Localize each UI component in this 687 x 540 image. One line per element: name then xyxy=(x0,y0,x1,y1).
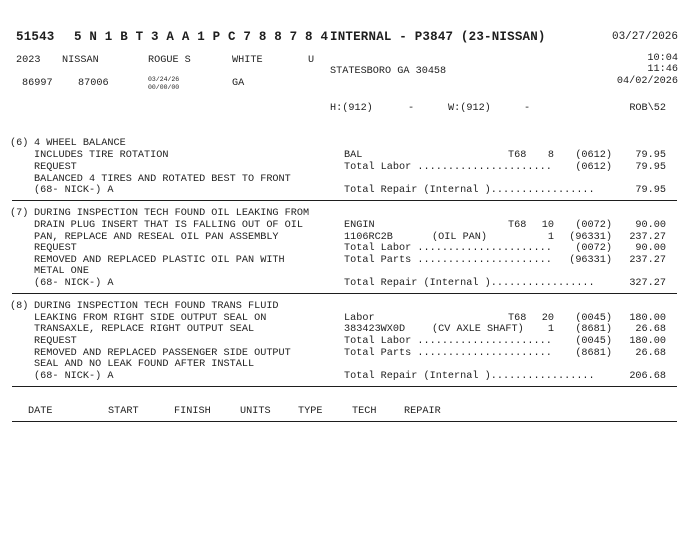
date-close: 04/02/2026 xyxy=(616,76,678,87)
total-labor-amount: 90.00 xyxy=(635,243,666,254)
total-labor-amount: 79.95 xyxy=(635,162,666,173)
job-description-line: (68- NICK-) A xyxy=(34,185,114,196)
total-repair-amount: 79.95 xyxy=(635,185,666,196)
line-tech: T68 xyxy=(508,150,527,161)
service-advisor: ROB\52 xyxy=(629,103,666,114)
date-open: 03/27/2026 xyxy=(611,31,678,43)
delivered-date: 00/00/00 xyxy=(148,84,180,91)
line-qty: 10 xyxy=(541,220,554,231)
total-parts-label: Total Parts ...................... xyxy=(344,348,552,359)
customer-state: GA xyxy=(232,78,245,89)
total-repair-label: Total Repair (Internal )................. xyxy=(344,278,595,289)
job-description-line: REQUEST xyxy=(34,162,77,173)
column-finish: FINISH xyxy=(174,406,211,417)
total-labor-label: Total Labor ...................... xyxy=(344,243,552,254)
divider xyxy=(12,293,677,294)
job-description-line: PAN, REPLACE AND RESEAL OIL PAN ASSEMBLY xyxy=(34,232,279,243)
line-code: (0045) xyxy=(575,336,612,347)
line-qty: 1 xyxy=(547,324,554,335)
promised-date: 03/24/26 xyxy=(148,76,180,83)
mileage-in: 86997 xyxy=(22,78,53,89)
total-labor-label: Total Labor ...................... xyxy=(344,162,552,173)
line-amount: 90.00 xyxy=(635,220,666,231)
line-name: ENGIN xyxy=(344,220,375,231)
part-description: (OIL PAN) xyxy=(432,232,488,243)
job-description-line: BALANCED 4 TIRES AND ROTATED BEST TO FRONT xyxy=(34,174,291,185)
divider xyxy=(12,200,677,201)
line-code: (8681) xyxy=(575,324,612,335)
line-qty: 1 xyxy=(547,232,554,243)
time-out: 11:46 xyxy=(647,64,678,75)
job-description-line: LEAKING FROM RIGHT SIDE OUTPUT SEAL ON xyxy=(34,313,267,324)
job-number: (6) xyxy=(10,138,29,149)
pay-type: INTERNAL - P3847 (23-NISSAN) xyxy=(330,30,546,44)
ro-number: 51543 xyxy=(16,30,55,44)
job-description-line: REMOVED AND REPLACED PASSENGER SIDE OUTPUT xyxy=(34,348,291,359)
total-labor-amount: 180.00 xyxy=(629,336,666,347)
column-type: TYPE xyxy=(298,406,323,417)
part-description: (CV AXLE SHAFT) xyxy=(432,324,524,335)
total-repair-amount: 206.68 xyxy=(629,371,666,382)
vehicle-year: 2023 xyxy=(16,55,41,66)
divider xyxy=(12,386,677,387)
vehicle-color: WHITE xyxy=(232,55,263,66)
total-labor-label: Total Labor ...................... xyxy=(344,336,552,347)
line-code: (0612) xyxy=(575,162,612,173)
vehicle-make: NISSAN xyxy=(62,55,99,66)
home-phone-dash: - xyxy=(408,103,415,114)
job-description-line: REMOVED AND REPLACED PLASTIC OIL PAN WITH xyxy=(34,255,285,266)
job-description-line: (68- NICK-) A xyxy=(34,278,114,289)
line-code: (0612) xyxy=(575,150,612,161)
line-code: (8681) xyxy=(575,348,612,359)
job-description-line: SEAL AND NO LEAK FOUND AFTER INSTALL xyxy=(34,359,255,370)
line-tech: T68 xyxy=(508,313,527,324)
line-code: (96331) xyxy=(569,232,612,243)
home-phone: H:(912) xyxy=(330,103,373,114)
job-description-line: INCLUDES TIRE ROTATION xyxy=(34,150,169,161)
vehicle-flag: U xyxy=(308,55,315,66)
job-description-line: 4 WHEEL BALANCE xyxy=(34,138,126,149)
column-repair: REPAIR xyxy=(404,406,441,417)
total-parts-label: Total Parts ...................... xyxy=(344,255,552,266)
line-tech: T68 xyxy=(508,220,527,231)
column-units: UNITS xyxy=(240,406,271,417)
line-code: (0072) xyxy=(575,220,612,231)
job-description-line: TRANSAXLE, REPLACE RIGHT OUTPUT SEAL xyxy=(34,324,255,335)
line-amount: 26.68 xyxy=(635,324,666,335)
job-description-line: DRAIN PLUG INSERT THAT IS FALLING OUT OF OIL xyxy=(34,220,303,231)
job-description-line: DURING INSPECTION TECH FOUND OIL LEAKING FROM xyxy=(34,208,310,219)
job-description-line: REQUEST xyxy=(34,336,77,347)
total-repair-amount: 327.27 xyxy=(629,278,666,289)
total-repair-label: Total Repair (Internal )................. xyxy=(344,371,595,382)
line-name: Labor xyxy=(344,313,375,324)
job-number: (8) xyxy=(10,301,29,312)
line-amount: 237.27 xyxy=(629,232,666,243)
column-start: START xyxy=(108,406,139,417)
job-description-line: REQUEST xyxy=(34,243,77,254)
mileage-out: 87006 xyxy=(78,78,109,89)
total-repair-label: Total Repair (Internal )................. xyxy=(344,185,595,196)
divider xyxy=(12,421,677,422)
column-tech: TECH xyxy=(352,406,377,417)
line-qty: 20 xyxy=(541,313,554,324)
line-qty: 8 xyxy=(547,150,554,161)
total-parts-amount: 237.27 xyxy=(629,255,666,266)
vehicle-model: ROGUE S xyxy=(148,55,191,66)
total-parts-amount: 26.68 xyxy=(635,348,666,359)
line-code: (0072) xyxy=(575,243,612,254)
line-code: (96331) xyxy=(569,255,612,266)
customer-city: STATESBORO GA 30458 xyxy=(330,66,447,77)
job-description-line: (68- NICK-) A xyxy=(34,371,114,382)
line-amount: 79.95 xyxy=(635,150,666,161)
part-number: 383423WX0D xyxy=(344,324,406,335)
job-number: (7) xyxy=(10,208,29,219)
job-description-line: METAL ONE xyxy=(34,266,90,277)
job-description-line: DURING INSPECTION TECH FOUND TRANS FLUID xyxy=(34,301,279,312)
time-in: 10:04 xyxy=(647,53,678,64)
part-number: 1106RC2B xyxy=(344,232,393,243)
line-code: (0045) xyxy=(575,313,612,324)
work-phone-dash: - xyxy=(524,103,531,114)
vin: 5 N 1 B T 3 A A 1 P C 7 8 8 7 8 4 xyxy=(74,30,329,44)
column-date: DATE xyxy=(28,406,53,417)
line-name: BAL xyxy=(344,150,363,161)
work-phone: W:(912) xyxy=(448,103,491,114)
line-amount: 180.00 xyxy=(629,313,666,324)
